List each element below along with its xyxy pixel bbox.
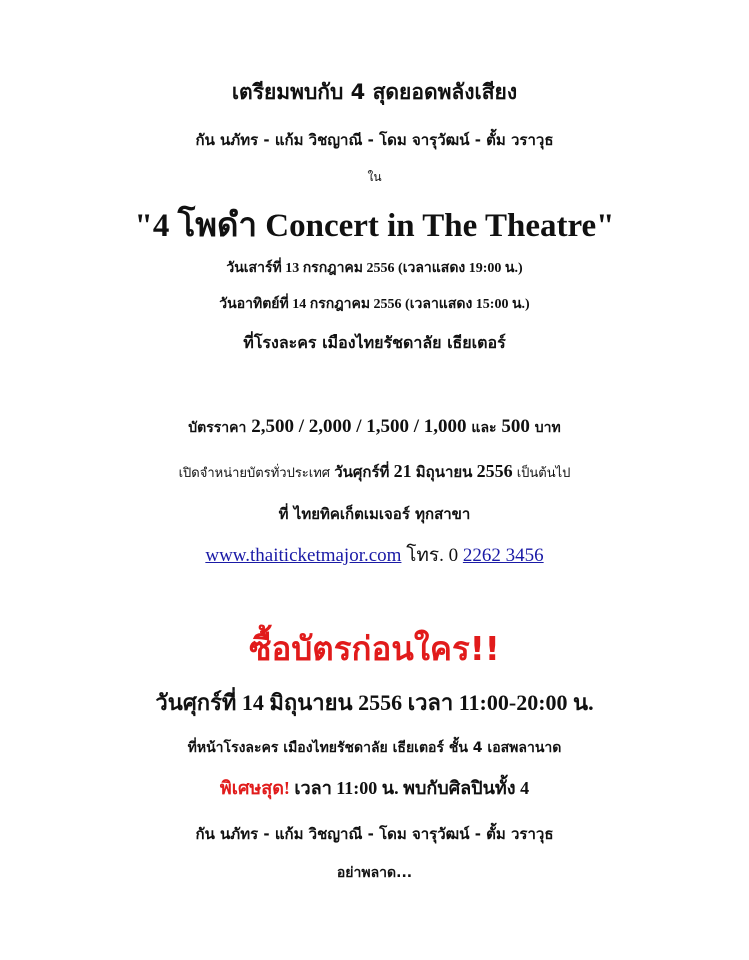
- show-date-1: วันเสาร์ที่ 13 กรกฎาคม 2556 (เวลาแสดง 19:00 น.): [226, 261, 523, 276]
- price-values: 2,500 / 2,000 / 1,500 / 1,000: [251, 416, 467, 437]
- sale-line: [0, 460, 749, 484]
- special-label: พิเศษสุด!: [219, 778, 290, 798]
- phone-link[interactable]: 2262 3456: [462, 545, 544, 566]
- special-text: เวลา 11:00 น. พบกับศิลปินทั้ง 4: [294, 778, 530, 798]
- artists-line-2: กัน นภัทร - แก้ม วิชญาณี - โดม จารุวัฒน์ - ตั้ม วราวุธ: [195, 825, 554, 843]
- sale-year: 2556: [476, 461, 513, 481]
- price-last: 500: [501, 416, 530, 437]
- poster-heading: เตรียมพบกับ 4 สุดยอดพลังเสียง: [231, 80, 518, 104]
- price-line: [0, 416, 749, 439]
- price-label: บัตรราคา: [188, 420, 247, 436]
- sale-prefix: เปิดจำหน่ายบัตรทั่วประเทศ: [178, 466, 331, 481]
- sale-month: มิถุนายน: [415, 463, 473, 481]
- in-word: ใน: [367, 170, 382, 184]
- sale-day: วันศุกร์ที่: [334, 463, 390, 481]
- show-date-2: วันอาทิตย์ที่ 14 กรกฎาคม 2556 (เวลาแสดง 15:00 น.): [219, 297, 530, 312]
- price-unit: บาท: [534, 420, 561, 436]
- sale-suffix: เป็นต้นไป: [516, 466, 571, 481]
- buy-first-heading: ซื้อบัตรก่อนใคร!!: [249, 629, 500, 668]
- contact-line: [0, 540, 749, 570]
- artists-line: กัน นภัทร - แก้ม วิชญาณี - โดม จารุวัฒน์ - ตั้ม วราวุธ: [195, 131, 554, 149]
- price-and: และ: [471, 420, 497, 436]
- venue-line: ที่โรงละคร เมืองไทยรัชดาลัย เธียเตอร์: [243, 333, 506, 352]
- concert-title: "4 โพดำ Concert in The Theatre": [134, 208, 615, 244]
- dont-miss-line: อย่าพลาด...: [336, 865, 413, 881]
- buy-place-line: ที่หน้าโรงละคร เมืองไทยรัชดาลัย เธียเตอร์ ชั้น 4 เอสพลานาด: [187, 740, 562, 756]
- website-link[interactable]: www.thaiticketmajor.com: [205, 545, 402, 566]
- special-line: [0, 773, 749, 802]
- ticket-outlet-line: ที่ ไทยทิคเก็ตเมเจอร์ ทุกสาขา: [278, 505, 471, 523]
- buy-date-line: วันศุกร์ที่ 14 มิถุนายน 2556 เวลา 11:00-20:00 น.: [155, 690, 594, 715]
- phone-label: โทร. 0: [406, 545, 459, 566]
- sale-day-num: 21: [393, 461, 412, 481]
